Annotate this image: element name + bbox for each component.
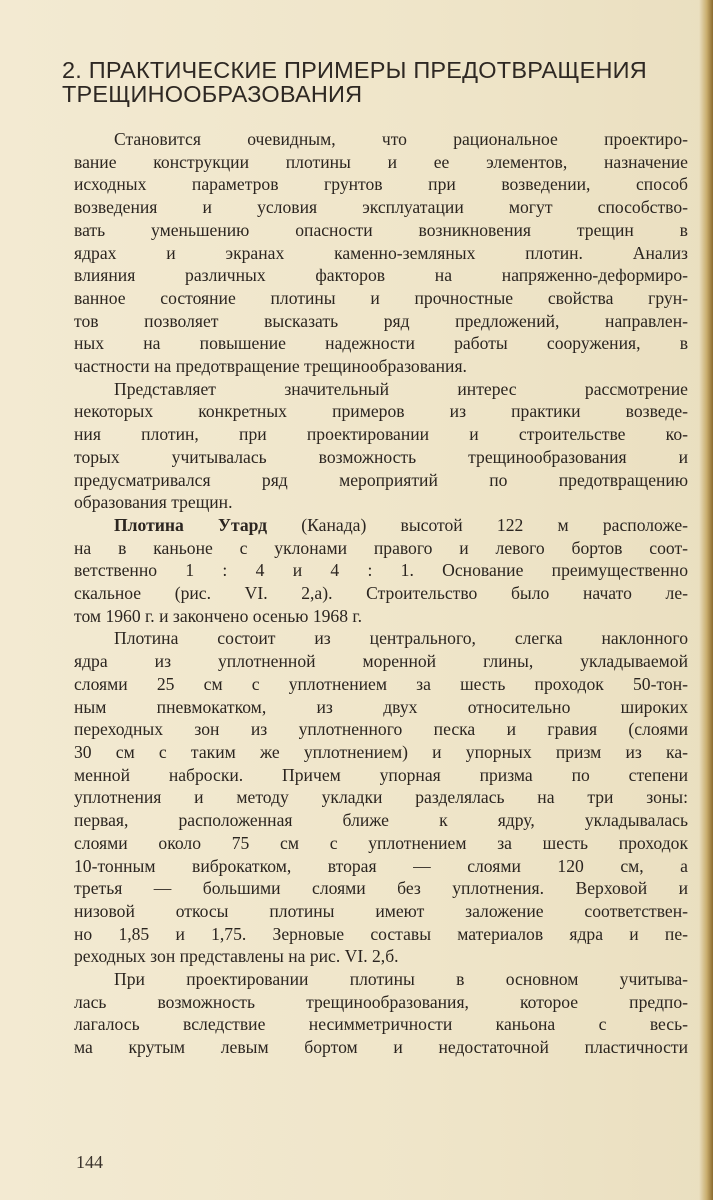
text-line: влияния различных факторов на напряженно-деформиро-	[74, 265, 688, 286]
text-line: исходных параметров грунтов при возведении, способ	[74, 174, 688, 195]
text-line: При проектировании плотины в основном учитыва-	[114, 969, 688, 990]
text-line: слоями 25 см с уплотнением за шесть проходок 50-тон-	[74, 673, 688, 694]
text-line: Плотина состоит из центрального, слегка наклонного	[114, 628, 688, 649]
text-line	[74, 514, 688, 537]
text-line: ванное состояние плотины и прочностные свойства грун-	[74, 287, 688, 308]
text-run: (Канада) высотой 122 м расположе-	[267, 514, 688, 535]
page-edge-shadow	[699, 0, 713, 1200]
text-line: лагалось вследствие несимметричности каньона с весь-	[74, 1014, 688, 1035]
text-line: первая, расположенная ближе к ядру, укладывалась	[74, 810, 688, 831]
text-line: реходных зон представлены на рис. VI. 2,б.	[74, 946, 399, 967]
text-line: ма крутым левым бортом и недостаточной пластичности	[74, 1037, 688, 1058]
text-line: на в каньоне с уклонами правого и левого бортов соот-	[74, 537, 688, 558]
text-line: вать уменьшению опасности возникновения трещин в	[74, 219, 688, 240]
text-line: вание конструкции плотины и ее элементов, назначение	[74, 151, 688, 172]
text-line: Становится очевидным, что рациональное проектиро-	[114, 129, 688, 149]
text-line: ядра из уплотненной моренной глины, укладываемой	[74, 651, 688, 672]
text-line: некоторых конкретных примеров из практики возведе-	[74, 401, 688, 422]
text-line: 30 см с таким же уплотнением) и упорных призм из ка-	[74, 741, 688, 762]
body-text	[74, 128, 688, 1059]
text-line: ных на повышение надежности работы сооружения, в	[74, 333, 688, 354]
text-line: менной наброски. Причем упорная призма по степени	[74, 764, 688, 785]
heading-line: 2. ПРАКТИЧЕСКИЕ ПРИМЕРЫ ПРЕДОТВРАЩЕНИЯ	[62, 57, 647, 83]
text-line: лась возможность трещинообразования, которое предпо-	[74, 991, 688, 1012]
text-line: том 1960 г. и закончено осенью 1968 г.	[74, 605, 363, 626]
text-line: уплотнения и методу укладки разделялась на три зоны:	[74, 787, 688, 808]
paragraph	[74, 128, 688, 378]
text-line: низовой откосы плотины имеют заложение соответствен-	[74, 900, 688, 921]
page-number: 144	[76, 1152, 103, 1172]
text-line: Представляет значительный интерес рассмотрение	[114, 378, 688, 399]
text-line: ветственно 1 : 4 и 4 : 1. Основание преимущественно	[74, 560, 688, 581]
text-line: ным пневмокатком, из двух относительно широких	[74, 696, 688, 717]
text-line: 10-тонным виброкатком, вторая — слоями 120 см, а	[74, 855, 688, 876]
text-line: возведения и условия эксплуатации могут способство-	[74, 197, 688, 218]
text-line: скальное (рис. VI. 2,а). Строительство было начато ле-	[74, 583, 688, 604]
text-line: частности на предотвращение трещинообразования.	[74, 356, 467, 377]
paragraph	[74, 968, 688, 1059]
section-heading	[62, 58, 692, 106]
text-line: ядрах и экранах каменно-земляных плотин. Анализ	[74, 242, 688, 263]
text-line: слоями около 75 см с уплотнением за шесть проходок	[74, 832, 688, 853]
text-line: образования трещин.	[74, 492, 233, 513]
paragraph	[74, 627, 688, 968]
text-line: третья — большими слоями без уплотнения. Верховой и	[74, 878, 688, 899]
heading-line: ТРЕЩИНООБРАЗОВАНИЯ	[62, 81, 363, 107]
text-line: переходных зон из уплотненного песка и гравия (слоями	[74, 719, 688, 740]
text-line: но 1,85 и 1,75. Зерновые составы материалов ядра и пе-	[74, 923, 688, 944]
bold-lead: Плотина Утард	[114, 514, 268, 535]
text-line: торых учитывалась возможность трещинообразования и	[74, 446, 688, 467]
paragraph	[74, 378, 688, 514]
text-line: тов позволяет высказать ряд предложений, направлен-	[74, 310, 688, 331]
text-line: предусматривался ряд мероприятий по предотвращению	[74, 469, 688, 490]
text-line: ния плотин, при проектировании и строительстве ко-	[74, 424, 688, 445]
paragraph	[74, 514, 688, 628]
